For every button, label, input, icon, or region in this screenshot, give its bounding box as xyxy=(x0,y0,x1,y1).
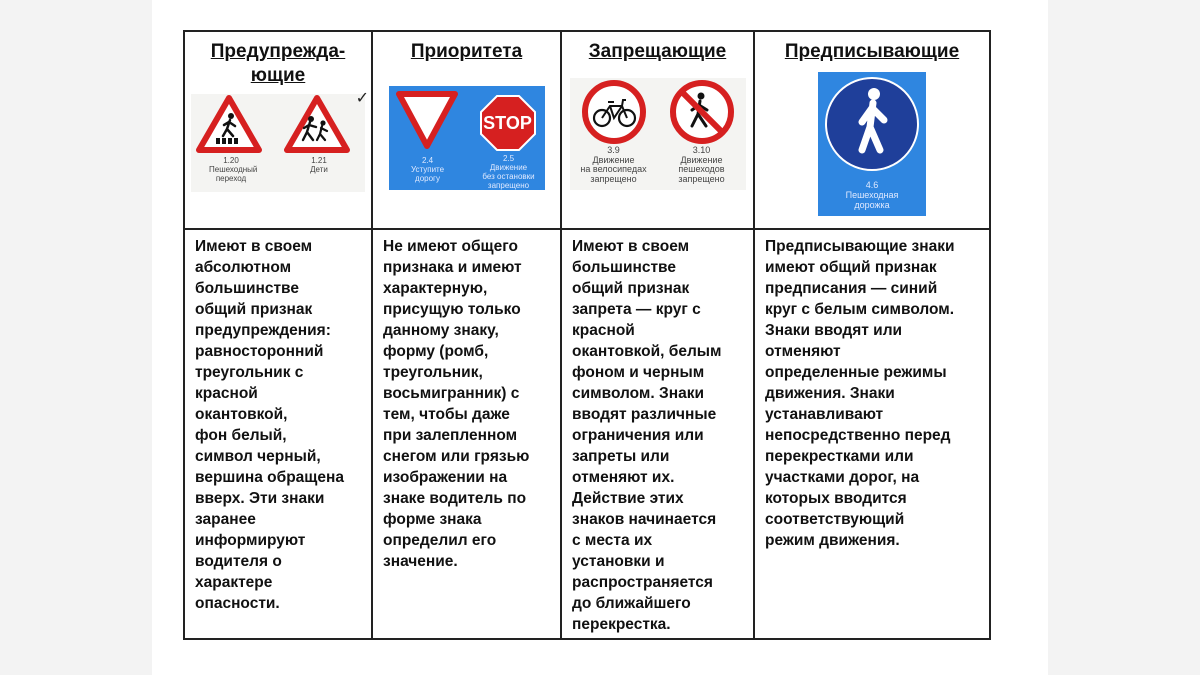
description-row xyxy=(184,229,990,639)
description-line: символом. Знаки xyxy=(572,385,704,402)
pedestrian-crossing-warning-icon xyxy=(199,98,259,150)
checkmark-icon: ✓ xyxy=(355,90,369,107)
description-line: фон белый, xyxy=(195,427,287,444)
priority-signs-image xyxy=(389,86,545,190)
no-pedestrians-icon xyxy=(673,83,731,141)
description-line: запреты или xyxy=(572,448,670,465)
description-line: присущую только xyxy=(383,301,521,318)
description-line: изображении на xyxy=(383,469,508,486)
description-line: треугольник, xyxy=(383,364,483,381)
header-cell-warning xyxy=(184,31,372,229)
description-line: тем, чтобы даже xyxy=(383,406,510,423)
description-line: Действие этих xyxy=(572,490,684,507)
description-line: информируют xyxy=(195,532,306,549)
description-line: снегом или грязью xyxy=(383,448,530,465)
description-line: предупреждения: xyxy=(195,322,331,339)
description-line: водителя о xyxy=(195,553,282,570)
description-line: отменяют xyxy=(765,343,841,360)
sign-caption-2-4: 2.4 Уступите дорогу xyxy=(410,156,445,183)
description-line: вверх. Эти знаки xyxy=(195,490,325,507)
description-line: движения. Знаки xyxy=(765,385,895,402)
yield-sign-icon xyxy=(399,94,455,146)
description-line: фоном и черным xyxy=(572,364,705,381)
prohibitory-signs-image xyxy=(570,78,746,190)
description-line: равносторонний xyxy=(195,343,324,360)
description-line: определенные режимы xyxy=(765,364,947,381)
description-line: знаке водитель по xyxy=(383,490,527,507)
description-line: ограничения или xyxy=(572,427,704,444)
column-title-mandatory: Предписывающие xyxy=(784,41,960,62)
header-cell-mandatory xyxy=(754,31,990,229)
description-line: опасности. xyxy=(195,595,280,612)
description-line: окантовкой, белым xyxy=(572,343,722,360)
description-line: характерную, xyxy=(383,280,488,297)
description-line: Имеют в своем xyxy=(572,238,690,255)
description-line: круг с белым символом. xyxy=(765,301,955,318)
description-line: большинстве xyxy=(572,259,676,276)
description-warning xyxy=(185,230,371,614)
description-line: общий признак xyxy=(572,280,690,297)
header-cell-prohibitory xyxy=(561,31,754,229)
column-title-warning: Предупрежда- ющие xyxy=(210,41,346,86)
no-bicycles-icon xyxy=(585,83,643,141)
sign-caption-3-9: 3.9 Движение на велосипедах запрещено xyxy=(580,145,647,184)
description-cell-warning xyxy=(184,229,372,639)
description-line: знаков начинается xyxy=(572,511,717,528)
description-line: красной xyxy=(195,385,258,402)
description-line: которых вводится xyxy=(765,490,907,507)
description-line: Не имеют общего xyxy=(383,238,518,255)
description-line: признака и имеют xyxy=(383,259,522,276)
description-priority xyxy=(373,230,560,572)
description-line: распространяется xyxy=(572,574,713,591)
description-line: соответствующий xyxy=(765,511,905,528)
description-line: форме знака xyxy=(383,511,482,528)
description-line: окантовкой, xyxy=(195,406,288,423)
description-cell-prohibitory xyxy=(561,229,754,639)
warning-signs-image xyxy=(191,90,369,192)
pedestrian-path-icon xyxy=(826,78,918,170)
description-line: установки и xyxy=(572,553,665,570)
description-line: большинстве xyxy=(195,280,299,297)
description-line: перекрестками или xyxy=(765,448,914,465)
column-title-priority: Приоритета xyxy=(410,41,523,62)
description-line: вводят различные xyxy=(572,406,717,423)
description-cell-mandatory xyxy=(754,229,990,639)
stop-sign-text: STOP xyxy=(483,113,532,133)
description-line: с места их xyxy=(572,532,653,549)
description-cell-priority xyxy=(372,229,561,639)
description-line: устанавливают xyxy=(765,406,884,423)
description-line: символ черный, xyxy=(195,448,321,465)
road-signs-table xyxy=(183,30,991,640)
description-line: запрета — круг с xyxy=(572,301,701,318)
description-line: участками дорог, на xyxy=(765,469,920,486)
column-title-prohibitory: Запрещающие xyxy=(588,41,727,62)
sign-caption-3-10: 3.10 Движение пешеходов запрещено xyxy=(678,145,725,184)
description-prohibitory xyxy=(562,230,753,635)
description-line: характере xyxy=(195,574,273,591)
description-line: имеют общий признак xyxy=(765,259,937,276)
description-line: абсолютном xyxy=(195,259,292,276)
description-line: треугольник с xyxy=(195,364,304,381)
description-line: отменяют их. xyxy=(572,469,675,486)
description-line: предписания — синий xyxy=(765,280,938,297)
description-line: определил его xyxy=(383,532,497,549)
description-line: Предписывающие знаки xyxy=(765,238,955,255)
children-warning-icon xyxy=(287,98,347,150)
description-line: до ближайшего xyxy=(572,595,691,612)
description-line: режим движения. xyxy=(765,532,900,549)
description-line: вершина обращена xyxy=(195,469,344,486)
description-line: Знаки вводят или xyxy=(765,322,903,339)
sign-caption-1-21: 1.21 Дети xyxy=(310,156,328,174)
description-line: значение. xyxy=(383,553,458,570)
sign-caption-1-20: 1.20 Пешеходный переход xyxy=(209,156,258,183)
mandatory-signs-image xyxy=(818,72,926,216)
description-line: красной xyxy=(572,322,635,339)
description-line: восьмигранник) с xyxy=(383,385,520,402)
description-line: форму (ромб, xyxy=(383,343,489,360)
header-row xyxy=(184,31,990,229)
description-line: непосредственно перед xyxy=(765,427,951,444)
header-cell-priority xyxy=(372,31,561,229)
description-line: Имеют в своем xyxy=(195,238,313,255)
sign-caption-2-5: 2.5 Движение без остановки запрещено xyxy=(482,154,535,190)
description-line: данному знаку, xyxy=(383,322,499,339)
description-line: общий признак xyxy=(195,301,313,318)
description-mandatory xyxy=(755,230,989,551)
description-line: перекрестка. xyxy=(572,616,671,633)
description-line: заранее xyxy=(195,511,256,528)
sign-caption-4-6: 4.6 Пешеходная дорожка xyxy=(845,180,899,210)
description-line: при залепленном xyxy=(383,427,518,444)
